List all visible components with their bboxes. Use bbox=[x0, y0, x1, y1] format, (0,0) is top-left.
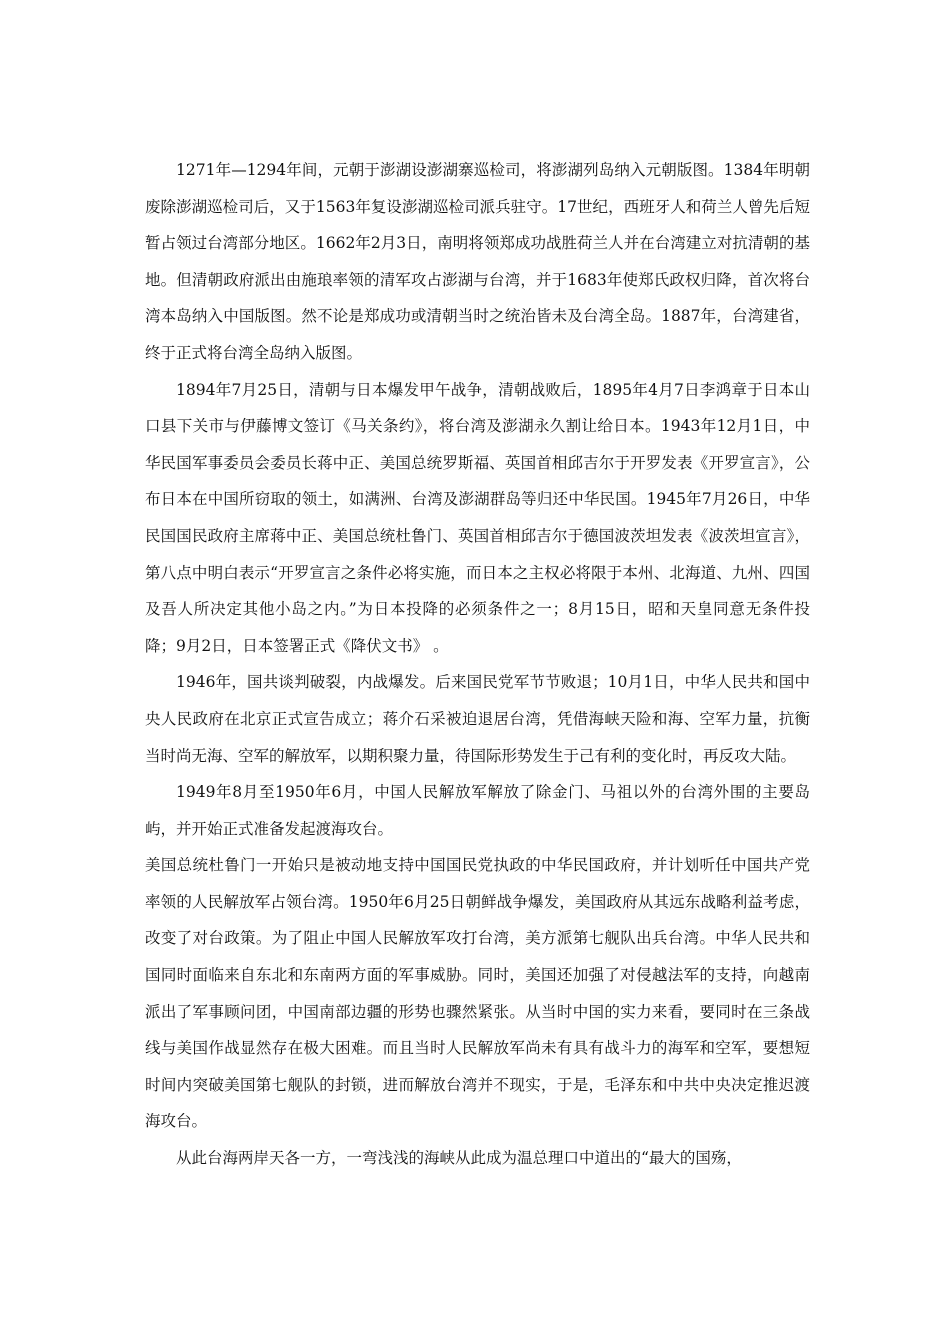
paragraph-civil-war: 1946年，国共谈判破裂，内战爆发。后来国民党军节节败退；10月1日，中华人民共和国中央人民政府在北京正式宣告成立；蒋介石采被迫退居台湾，凭借海峡天险和海、空军力量，抗衡当时尚无海、空军的解放军，以期积聚力量，待国际形势发生于己有利的变化时，再反攻大陆。 bbox=[145, 673, 810, 765]
paragraph-korean-war: 美国总统杜鲁门一开始只是被动地支持中国国民党执政的中华民国政府，并计划听任中国共产党率领的人民解放军占领台湾。1950年6月25日朝鲜战争爆发，美国政府从其远东战略利益考虑，改变了对台政策。为了阻止中国人民解放军攻打台湾，美方派第七舰队出兵台湾。中华人民共和国同时面临来自东北和东南两方面的军事威胁。同时，美国还加强了对侵越法军的支持，向越南派出了军事顾问团，中国南部边疆的形势也骤然紧张。从当时中国的实力来看，要同时在三条战线与美国作战显然存在极大困难。而且当时人民解放军尚未有具有战斗力的海军和空军，要想短时间内突破美国第七舰队的封锁，进而解放台湾并不现实，于是，毛泽东和中共中央决定推迟渡海攻台。 bbox=[145, 856, 810, 1131]
paragraph-treaty-of-shimonoseki: 1894年7月25日，清朝与日本爆发甲午战争，清朝战败后，1895年4月7日李鸿章于日本山口县下关市与伊藤博文签订《马关条约》，将台湾及澎湖永久割让给日本。1943年12月1日，中华民国军事委员会委员长蒋中正、美国总统罗斯福、英国首相邱吉尔于开罗发表《开罗宣言》，公布日本在中国所窃取的领土，如满洲、台湾及澎湖群岛等归还中华民国。1945年7月26日，中华民国国民政府主席蒋中正、美国总统杜鲁门、英国首相邱吉尔于德国波茨坦发表《波茨坦宣言》，第八点中明白表示“开罗宣言之条件必将实施，而日本之主权必将限于本州、北海道、九州、四国及吾人所决定其他小岛之内。”为日本投降的必须条件之一；8月15日，昭和天皇同意无条件投降；9月2日，日本签署正式《降伏文书》 。 bbox=[145, 380, 810, 655]
paragraph-strait-division: 从此台海两岸天各一方，一弯浅浅的海峡从此成为温总理口中道出的“最大的国殇， bbox=[176, 1149, 742, 1168]
document-body bbox=[145, 152, 810, 1177]
paragraph-yuan-ming-qing: 1271年—1294年间，元朝于澎湖设澎湖寨巡检司，将澎湖列岛纳入元朝版图。1384年明朝废除澎湖巡检司后，又于1563年复设澎湖巡检司派兵驻守。17世纪，西班牙人和荷兰人曾先后短暂占领过台湾部分地区。1662年2月3日，南明将领郑成功战胜荷兰人并在台湾建立对抗清朝的基地。但清朝政府派出由施琅率领的清军攻占澎湖与台湾，并于1683年使郑氏政权归降，首次将台湾本岛纳入中国版图。然不论是郑成功或清朝当时之统治皆未及台湾全岛。1887年，台湾建省，终于正式将台湾全岛纳入版图。 bbox=[145, 161, 810, 362]
paragraph-islands-liberation: 1949年8月至1950年6月，中国人民解放军解放了除金门、马祖以外的台湾外围的主要岛屿，并开始正式准备发起渡海攻台。 bbox=[145, 783, 810, 838]
